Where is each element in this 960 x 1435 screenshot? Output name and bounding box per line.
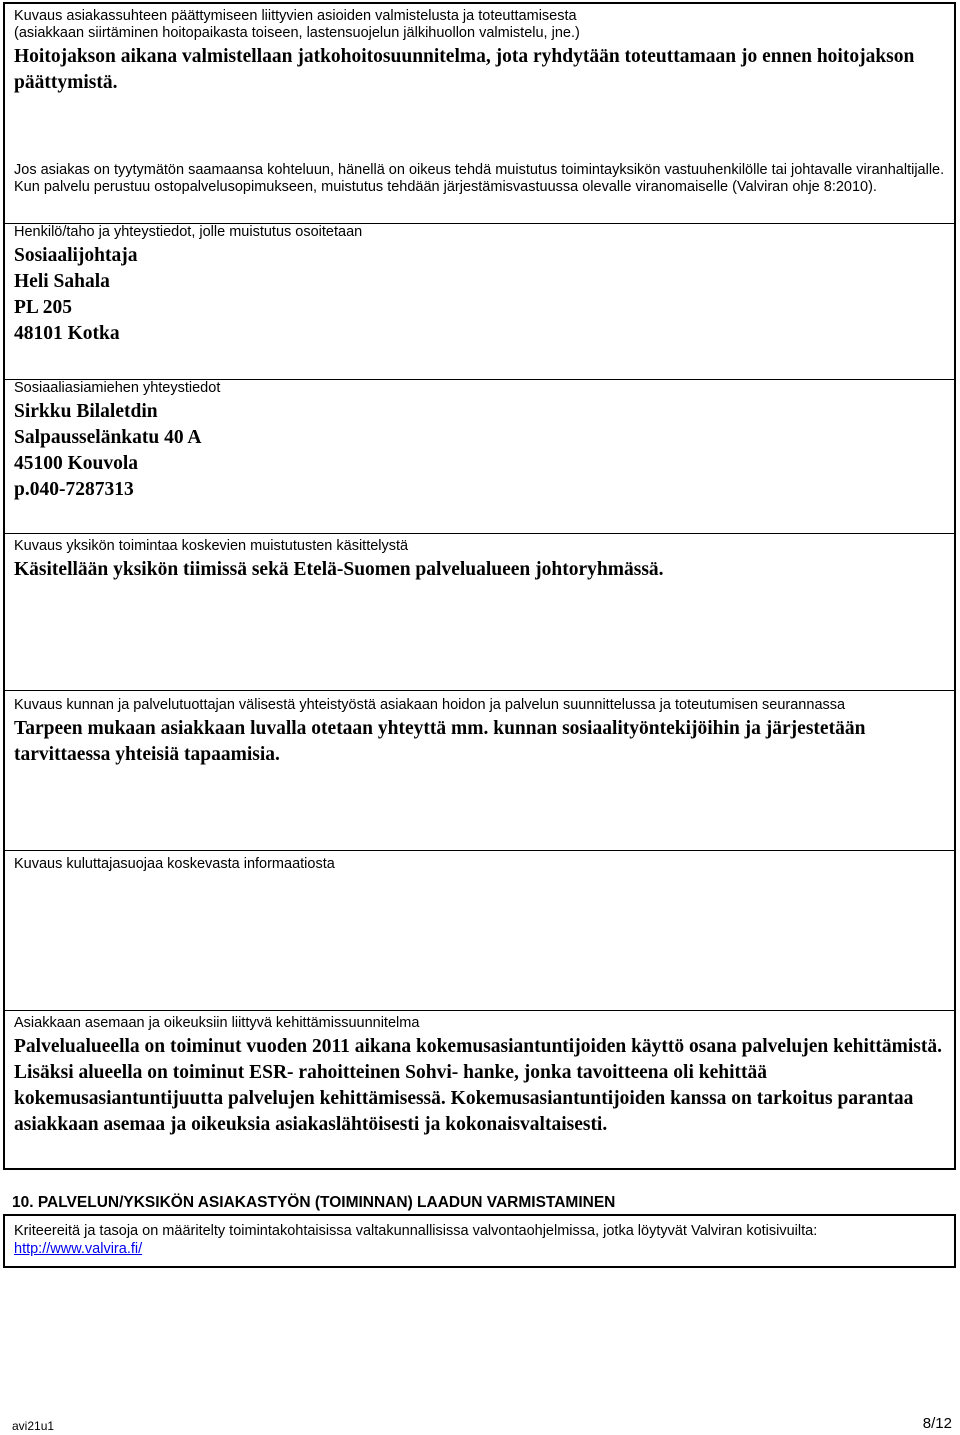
divider [5, 690, 954, 691]
main-form-box [3, 2, 956, 1170]
recipient-line: 48101 Kotka [14, 323, 120, 344]
ombudsman-line: p.040-7287313 [14, 479, 134, 500]
document-code: avi21u1 [12, 1419, 55, 1433]
field-answer: Palvelualueella on toiminut vuoden 2011 aikana kokemusasiantuntijoiden käyttö osana palvelujen kehittämistä. Lisäksi alueella on toiminut ESR- rahoitteinen Sohvi- hanke, jonka tavoitteena oli kehittää kokemusasiantuntijuutta palvelujen kehittämisessä. Kokemusasiantuntijoiden kanssa on tarkoitus parantaa asiakkaan asemaa ja oikeuksia asiakaslähtöisesti ja kokonaisvaltaisesti. [14, 1036, 943, 1135]
section-10-box [3, 1214, 956, 1268]
section-cooperation [5, 697, 954, 847]
complaint-info-text: Jos asiakas on tyytymätön saamaansa kohteluun, hänellä on oikeus tehdä muistutus toimintayksikön vastuuhenkilölle tai johtavalle viranhaltijalle. Kun palvelu perustuu ostopalvelusopimukseen, muistutus tehdään järjestämisvastuussa olevalle viranomaiselle (Valviran ohje 8:2010). [14, 162, 945, 195]
field-label: Kuvaus yksikön toimintaa koskevien muistutusten käsittelystä [14, 538, 409, 554]
section-10-text: Kriteereitä ja tasoja on määritelty toimintakohtaisissa valtakunnallisissa valvontaohjelmissa, jotka löytyvät Valviran kotisivuilta: [14, 1223, 818, 1239]
section-development-plan [5, 1015, 954, 1165]
section-10-content [5, 1223, 954, 1258]
recipient-line: PL 205 [14, 297, 72, 318]
divider [5, 533, 954, 534]
field-label-continued: (asiakkaan siirtäminen hoitopaikasta toiseen, lastensuojelun jälkihuollon valmistelu, jne.) [14, 25, 580, 41]
field-label: Sosiaaliasiamiehen yhteystiedot [14, 380, 221, 396]
ombudsman-line: Salpausselänkatu 40 A [14, 427, 202, 448]
valvira-link[interactable]: http://www.valvira.fi/ [14, 1241, 143, 1257]
section-complaint-handling [5, 538, 954, 688]
field-answer: Tarpeen mukaan asiakkaan luvalla otetaan yhteyttä mm. kunnan sosiaalityöntekijöihin ja järjestetään tarvittaessa yhteisiä tapaamisia. [14, 718, 866, 765]
field-label: Henkilö/taho ja yhteystiedot, jolle muistutus osoitetaan [14, 224, 363, 240]
section-10-heading: 10. PALVELUN/YKSIKÖN ASIAKASTYÖN (TOIMINNAN) LAADUN VARMISTAMINEN [12, 1194, 616, 1211]
ombudsman-line: Sirkku Bilaletdin [14, 401, 158, 422]
recipient-line: Sosiaalijohtaja [14, 245, 138, 266]
section-complaint-recipient [5, 224, 954, 379]
field-answer: Hoitojakson aikana valmistellaan jatkohoitosuunnitelma, jota ryhdytään toteuttamaan jo ennen hoitojakson päättymistä. [14, 46, 915, 93]
section-consumer-protection [5, 856, 954, 1006]
divider [5, 1010, 954, 1011]
field-answer: Käsitellään yksikön tiimissä sekä Etelä-Suomen palvelualueen johtoryhmässä. [14, 559, 664, 580]
field-label: Asiakkaan asemaan ja oikeuksiin liittyvä kehittämissuunnitelma [14, 1015, 420, 1031]
page-number: 8/12 [922, 1415, 952, 1432]
section-complaint-info [5, 162, 954, 224]
section-ombudsman [5, 380, 954, 532]
divider [5, 850, 954, 851]
section-relationship-ending [5, 8, 954, 158]
recipient-line: Heli Sahala [14, 271, 110, 292]
field-label: Kuvaus kunnan ja palvelutuottajan välisestä yhteistyöstä asiakaan hoidon ja palvelun suunnittelussa ja toteutumisen seurannassa [14, 697, 846, 713]
field-label: Kuvaus asiakassuhteen päättymiseen liittyvien asioiden valmistelusta ja toteuttamisesta [14, 8, 577, 24]
field-label: Kuvaus kuluttajasuojaa koskevasta informaatiosta [14, 856, 335, 872]
ombudsman-line: 45100 Kouvola [14, 453, 139, 474]
